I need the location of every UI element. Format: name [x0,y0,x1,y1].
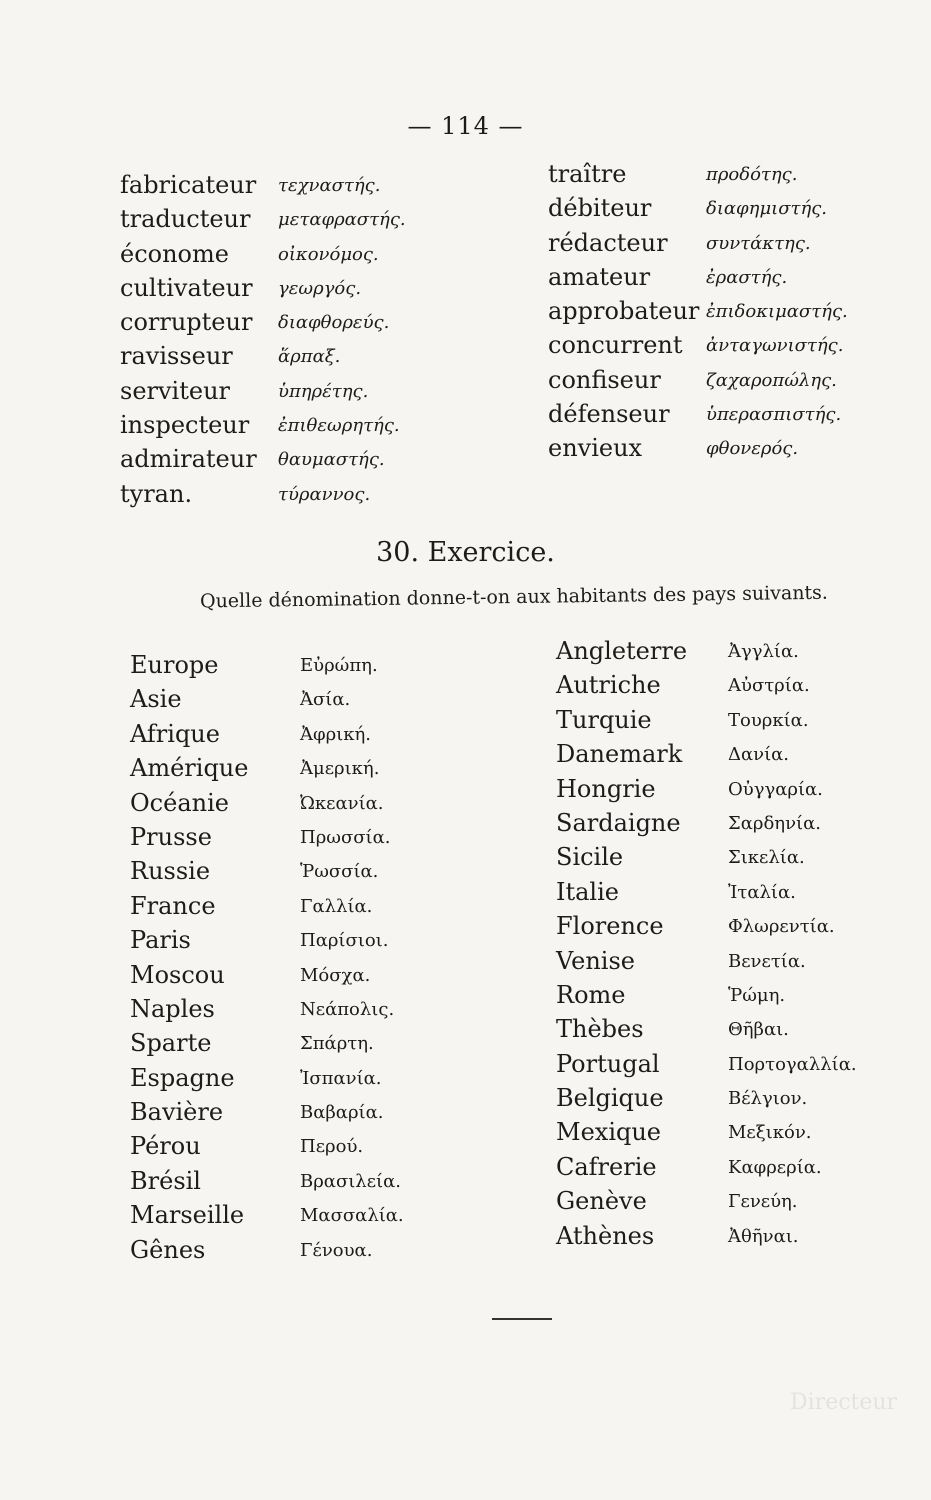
french-country: Florence [556,912,664,941]
french-word: traître [548,160,627,188]
greek-word: συντάκτης. [706,232,811,254]
french-country: Autriche [556,671,661,700]
bleed-through-text: Directeur [790,1390,898,1415]
greek-country: Βαβαρία. [300,1102,384,1124]
greek-country: Γενεύη. [728,1191,798,1213]
greek-country: Μασσαλία. [300,1205,404,1227]
greek-country: Αὐστρία. [728,675,810,697]
french-country: Naples [130,994,215,1023]
french-country: Rome [556,980,626,1009]
french-word: inspecteur [120,411,250,440]
greek-country: Δανία. [728,744,790,766]
greek-word: ἅρπαξ. [278,346,341,368]
greek-country: Ἰσπανία. [300,1067,382,1089]
french-country: Turquie [556,705,652,734]
greek-country: Βενετία. [728,950,806,972]
french-country: Sparte [130,1029,212,1058]
greek-country: Φλωρεντία. [728,916,835,938]
french-country: Moscou [130,960,225,989]
greek-word: οἰκονόμος. [278,243,379,265]
greek-country: Ἀφρική. [300,723,371,745]
french-country: Asie [130,685,182,714]
french-word: approbateur [548,297,700,326]
french-word: concurrent [548,331,683,360]
french-country: Genève [556,1187,647,1216]
greek-country: Ἀμερική. [300,758,380,780]
french-word: tyran. [120,479,193,508]
french-country: Prusse [130,822,212,851]
french-country: Europe [130,651,219,679]
french-country: Danemark [556,740,683,769]
french-word: serviteur [120,376,231,405]
french-country: Gênes [130,1235,206,1264]
greek-country: Καφρερία. [728,1156,822,1178]
greek-country: Πρωσσία. [300,826,391,848]
french-country: Thèbes [556,1015,644,1044]
french-country: Pérou [130,1132,201,1161]
greek-country: Περού. [300,1136,364,1158]
greek-word: διαφημιστής. [706,198,828,220]
greek-country: Σικελία. [728,847,805,869]
french-word: rédacteur [548,228,668,257]
greek-word: ζαχαροπώλης. [706,369,837,391]
greek-word: ἐπιδοκιμαστής. [706,301,848,323]
exercise-question: Quelle dénomination donne-t-on aux habitants des pays suivants. [199,581,829,613]
french-country: Marseille [130,1201,245,1230]
greek-country: Σαρδηνία. [728,812,821,834]
french-country: Brésil [130,1166,201,1195]
greek-word: ἐραστής. [706,266,788,288]
greek-word: ἐπιθεωρητής. [278,415,400,437]
french-country: Amérique [130,754,249,783]
french-country: Russie [130,857,211,886]
footer-rule [492,1318,552,1320]
greek-word: ἀνταγωνιστής. [706,335,844,357]
greek-country: Ἀθῆναι. [728,1225,799,1247]
greek-word: ὑπηρέτης. [278,380,369,402]
greek-country: Νεάπολις. [300,998,395,1020]
greek-word: μεταφραστής. [278,209,406,231]
french-word: ravisseur [120,342,233,371]
greek-word: διαφθορεύς. [278,312,390,334]
french-word: économe [120,239,229,268]
greek-country: Οὐγγαρία. [728,778,823,800]
greek-country: Ῥωσσία. [300,861,379,883]
greek-word: τεχναστής. [278,175,381,196]
french-country: Océanie [130,788,229,817]
greek-country: Ῥώμη. [728,984,786,1006]
greek-country: Γένουα. [300,1239,373,1261]
greek-country: Ὠκεανία. [300,792,384,814]
french-country: Afrique [130,719,220,748]
french-word: traducteur [120,205,251,234]
french-word: envieux [548,434,643,463]
greek-word: φθονερός. [706,438,799,460]
greek-country: Βέλγιον. [728,1088,808,1110]
french-country: Hongrie [556,774,656,803]
greek-word: γεωργός. [278,277,362,299]
greek-country: Παρίσιοι. [300,930,389,952]
french-country: Venise [556,946,635,975]
greek-country: Πορτογαλλία. [728,1053,857,1075]
french-country: Athènes [556,1221,655,1250]
french-country: Sicile [556,843,624,872]
greek-country: Θῆβαι. [728,1019,789,1041]
greek-country: Μόσχα. [300,964,371,986]
french-country: Cafrerie [556,1152,657,1181]
greek-country: Ἰταλία. [728,881,796,903]
french-country: Paris [130,926,191,955]
greek-country: Ἀσία. [300,689,351,711]
greek-word: θαυμαστής. [278,449,385,471]
exercise-title: 30. Exercice. [376,537,555,568]
greek-country: Ἀγγλία. [728,641,799,662]
french-country: France [130,891,216,920]
page-number: — 114 — [407,112,524,140]
french-word: défenseur [548,400,670,429]
french-word: débiteur [548,194,652,223]
greek-country: Σπάρτη. [300,1033,374,1055]
french-word: fabricateur [120,171,257,199]
french-word: confiseur [548,365,661,394]
french-country: Mexique [556,1118,662,1147]
greek-country: Εὐρώπη. [300,655,378,676]
french-country: Belgique [556,1084,664,1113]
french-country: Portugal [556,1049,660,1078]
french-country: Sardaigne [556,808,681,837]
greek-word: τύραννος. [278,483,371,505]
french-country: Bavière [130,1098,224,1127]
french-country: Italie [556,877,619,906]
french-word: cultivateur [120,273,253,302]
greek-word: ὑπερασπιστής. [706,404,842,426]
french-country: Angleterre [556,637,688,665]
french-word: corrupteur [120,308,253,337]
greek-country: Γαλλία. [300,895,373,917]
french-word: amateur [548,262,651,291]
greek-country: Τουρκία. [728,709,809,731]
french-word: admirateur [120,445,257,474]
french-country: Espagne [130,1063,235,1092]
greek-country: Βρασιλεία. [300,1170,401,1192]
greek-word: προδότης. [706,164,798,185]
greek-country: Μεξικόν. [728,1122,812,1144]
